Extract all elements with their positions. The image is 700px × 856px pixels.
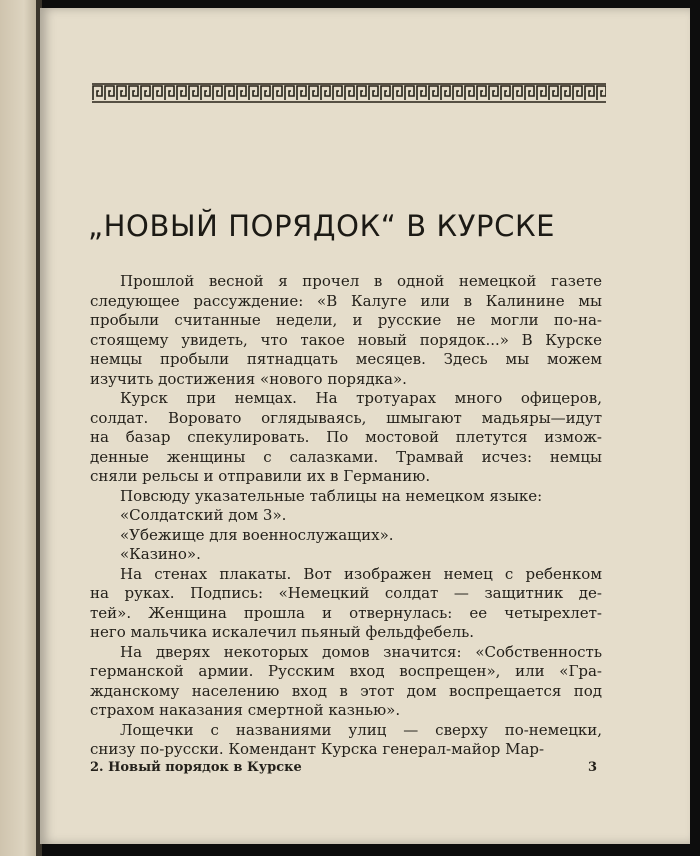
running-footer: 2. Новый порядок в Курске — [90, 760, 302, 775]
text-line: страхом наказания смертной казнью». — [90, 701, 401, 719]
paragraph — [90, 389, 602, 487]
text-line: следующее рассуждение: «В Калуге или в Калинине мы — [90, 291, 602, 310]
text-line: изучить достижения «нового порядка». — [90, 369, 407, 388]
paragraph — [90, 643, 602, 721]
book-page — [40, 8, 690, 844]
text-line: пробыли считанные недели, и русские не могли по-на- — [90, 311, 602, 329]
paragraph — [90, 272, 602, 389]
text-line: сняли рельсы и отправили их в Германию. — [90, 467, 431, 485]
text-line: денные женщины с салазками. Трамвай исчез: немцы — [90, 447, 602, 466]
text-line: «Казино». — [120, 545, 201, 563]
text-line: Курск при немцах. На тротуарах много офицеров, — [120, 389, 602, 407]
paragraph — [90, 721, 602, 760]
text-line: на руках. Подпись: «Немецкий солдат — защитник де- — [90, 584, 602, 602]
text-line: тей». Женщина прошла и отвернулась: ее четырехлет- — [90, 603, 602, 622]
text-line: Прошлой весной я прочел в одной немецкой газете — [120, 272, 602, 290]
text-line: «Убежище для военнослужащих». — [120, 525, 394, 544]
greek-key-ornament — [92, 82, 606, 104]
text-line: солдат. Воровато оглядываясь, шмыгают мадьяры—идут — [90, 408, 602, 427]
text-line: немцы пробыли пятнадцать месяцев. Здесь мы можем — [90, 350, 602, 368]
text-line: жданскому населению вход в этот дом воспрещается под — [90, 681, 602, 700]
paragraph — [90, 545, 602, 565]
text-line: германской армии. Русским вход воспрещен», или «Гра- — [90, 662, 602, 680]
article-body — [90, 272, 602, 760]
text-line: Лощечки с названиями улиц — сверху по-немецки, — [120, 720, 602, 739]
paragraph — [90, 565, 602, 643]
text-line: него мальчика искалечил пьяный фельдфебель. — [90, 623, 475, 641]
article-title: „НОВЫЙ ПОРЯДОК“ В КУРСКЕ — [88, 209, 556, 243]
text-line: стоящему увидеть, что такое новый порядок...» В Курске — [90, 330, 602, 349]
text-line: на базар спекулировать. По мостовой плетутся измож- — [90, 428, 602, 446]
text-line: Повсюду указательные таблицы на немецком языке: — [120, 486, 543, 505]
paragraph — [90, 526, 602, 546]
text-line: «Солдатский дом 3». — [120, 506, 287, 524]
page-number: 3 — [588, 760, 598, 775]
text-line: На стенах плакаты. Вот изображен немец с ребенком — [120, 564, 602, 583]
paragraph — [90, 506, 602, 526]
paragraph — [90, 487, 602, 507]
text-line: На дверях некоторых домов значится: «Собственность — [120, 642, 602, 661]
facing-page-edge — [0, 0, 40, 856]
text-line: снизу по-русски. Комендант Курска генерал-майор Мар- — [90, 740, 545, 758]
